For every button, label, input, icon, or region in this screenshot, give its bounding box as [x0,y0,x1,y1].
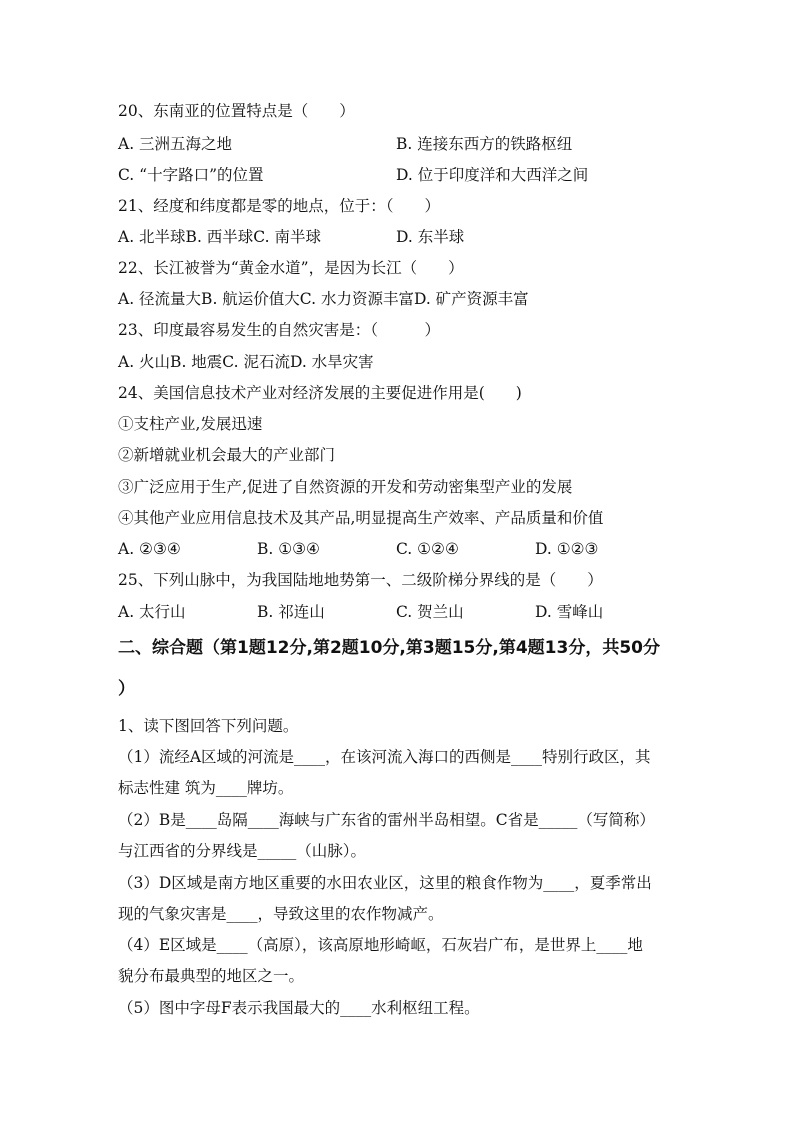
comprehensive-q1-part-3-line-1: （3）D区域是南方地区重要的水田农业区，这里的粮食作物为____，夏季常出 [118,874,652,892]
section-2-title-line-1: 二、综合题（第1题12分,第2题10分,第3题15分,第4题13分，共50分 [118,638,660,658]
question-24-option-b: B. ①③④ [257,540,320,558]
question-25-option-b: B. 祁连山 [257,603,325,621]
comprehensive-q1-part-2-line-2: 与江西省的分界线是_____（山脉）。 [118,842,367,860]
question-24-stem: 24、美国信息技术产业对经济发展的主要促进作用是( ) [118,384,522,402]
question-24-option-a: A. ②③④ [118,540,181,558]
question-21-options-abc: A. 北半球B. 西半球C. 南半球 [118,228,321,246]
comprehensive-q1-part-2-line-1: （2）B是____岛隔____海峡与广东省的雷州半岛相望。C省是_____（写简称） [118,811,655,829]
question-23-stem: 23、印度最容易发生的自然灾害是：（ ） [118,321,440,339]
question-25-option-a: A. 太行山 [118,603,186,621]
comprehensive-question-1-stem: 1、读下图回答下列问题。 [118,717,299,735]
question-23-options: A. 火山B. 地震C. 泥石流D. 水旱灾害 [118,353,374,371]
question-24-statement-4: ④其他产业应用信息技术及其产品,明显提高生产效率、产品质量和价值 [118,509,604,527]
comprehensive-q1-part-1-line-2: 标志性建 筑为____牌坊。 [118,779,294,797]
comprehensive-q1-part-1-line-1: （1）流经A区域的河流是____，在该河流入海口的西侧是____特别行政区，其 [118,748,651,766]
question-20-stem: 20、东南亚的位置特点是（ ） [118,102,355,120]
comprehensive-q1-part-4-line-1: （4）E区域是____（高原），该高原地形崎岖，石灰岩广布，是世界上____地 [118,936,643,954]
question-24-option-d: D. ①②③ [535,540,599,558]
question-20-option-c: C. “十字路口”的位置 [118,166,264,184]
question-24-option-c: C. ①②④ [396,540,459,558]
question-25-stem: 25、下列山脉中，为我国陆地地势第一、二级阶梯分界线的是（ ） [118,571,603,589]
comprehensive-q1-part-3-line-2: 现的气象灾害是____，导致这里的农作物减产。 [118,905,444,923]
question-21-option-d: D. 东半球 [396,228,465,246]
question-25-option-d: D. 雪峰山 [535,603,604,621]
question-21-stem: 21、经度和纬度都是零的地点，位于：（ ） [118,197,440,215]
question-24-statement-3: ③广泛应用于生产,促进了自然资源的开发和劳动密集型产业的发展 [118,478,573,496]
question-22-stem: 22、长江被誉为“黄金水道”，是因为长江（ ） [118,259,464,277]
section-2-title-line-2: ） [118,679,135,699]
question-22-options: A. 径流量大B. 航运价值大C. 水力资源丰富D. 矿产资源丰富 [118,290,529,308]
question-20-option-b: B. 连接东西方的铁路枢纽 [396,135,573,153]
question-24-statement-1: ①支柱产业,发展迅速 [118,415,263,433]
comprehensive-q1-part-4-line-2: 貌分布最典型的地区之一。 [118,967,305,985]
comprehensive-q1-part-5: （5）图中字母F表示我国最大的____水利枢纽工程。 [118,999,480,1017]
question-24-statement-2: ②新增就业机会最大的产业部门 [118,446,336,464]
question-20-option-a: A. 三洲五海之地 [118,135,233,153]
question-25-option-c: C. 贺兰山 [396,603,464,621]
question-20-option-d: D. 位于印度洋和大西洋之间 [396,166,589,184]
